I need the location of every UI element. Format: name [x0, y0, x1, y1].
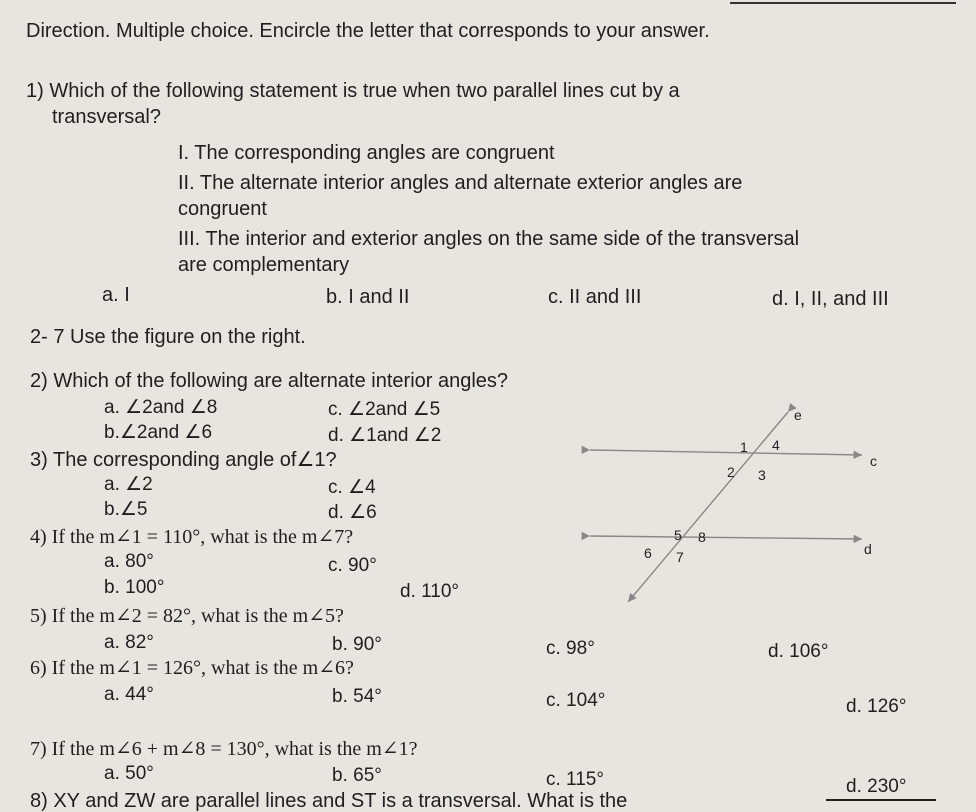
q1-option-b[interactable]: b. I and II [326, 286, 410, 308]
angle-1: 1 [740, 439, 748, 455]
line-d [590, 536, 862, 539]
line-c [590, 450, 862, 455]
q6-option-b[interactable]: b. 54° [332, 686, 382, 707]
transversal-e [628, 412, 788, 602]
q5-option-c[interactable]: c. 98° [546, 638, 595, 659]
q7-option-c[interactable]: c. 115° [546, 769, 604, 790]
q3-option-d[interactable]: d. ∠6 [328, 502, 377, 523]
angle-3: 3 [758, 467, 766, 483]
angle-7: 7 [676, 549, 684, 565]
q4-stem: 4) If the m∠1 = 110°, what is the m∠7? [30, 526, 354, 548]
q1-statement-3b: are complementary [178, 254, 350, 276]
q4-option-b[interactable]: b. 100° [104, 577, 165, 598]
q7-option-a[interactable]: a. 50° [104, 763, 154, 784]
q4-option-a[interactable]: a. 80° [104, 551, 154, 572]
q3-stem: 3) The corresponding angle of∠1? [30, 449, 337, 471]
q7-option-d[interactable]: d. 230° [846, 776, 907, 797]
q5-option-b[interactable]: b. 90° [332, 634, 382, 655]
q1-statement-1: I. The corresponding angles are congruent [178, 142, 555, 164]
q4-option-c[interactable]: c. 90° [328, 555, 377, 576]
q6-stem: 6) If the m∠1 = 126°, what is the m∠6? [30, 657, 354, 679]
q1-option-c[interactable]: c. II and III [548, 286, 642, 308]
q3-option-a[interactable]: a. ∠2 [104, 474, 153, 495]
figure-instruction: 2- 7 Use the figure on the right. [30, 326, 306, 348]
angle-2: 2 [727, 464, 735, 480]
q6-option-a[interactable]: a. 44° [104, 684, 154, 705]
q7-stem: 7) If the m∠6 + m∠8 = 130°, what is the m∠1? [30, 738, 418, 760]
q6-option-d[interactable]: d. 126° [846, 696, 907, 717]
q1-option-a[interactable]: a. I [102, 284, 130, 306]
q3-option-c[interactable]: c. ∠4 [328, 477, 376, 498]
angle-4: 4 [772, 437, 780, 453]
label-d: d [864, 541, 872, 557]
label-c: c [870, 453, 877, 469]
q1-option-d[interactable]: d. I, II, and III [772, 288, 889, 310]
q2-option-d[interactable]: d. ∠1and ∠2 [328, 425, 442, 446]
label-e: e [794, 407, 802, 423]
angle-5: 5 [674, 527, 682, 543]
angle-6: 6 [644, 545, 652, 561]
q1-stem-line1: 1) Which of the following statement is true when two parallel lines cut by a [26, 80, 680, 102]
q2-option-c[interactable]: c. ∠2and ∠5 [328, 399, 441, 420]
q7-option-b[interactable]: b. 65° [332, 765, 382, 786]
q5-stem: 5) If the m∠2 = 82°, what is the m∠5? [30, 605, 344, 627]
answer-blank-line [826, 799, 936, 801]
q1-statement-3a: III. The interior and exterior angles on the same side of the transversal [178, 228, 800, 250]
q5-option-d[interactable]: d. 106° [768, 641, 829, 662]
q5-option-a[interactable]: a. 82° [104, 632, 154, 653]
q3-option-b[interactable]: b.∠5 [104, 499, 148, 520]
q2-option-b[interactable]: b.∠2and ∠6 [104, 422, 213, 443]
q2-option-a[interactable]: a. ∠2and ∠8 [104, 397, 218, 418]
q1-stem-line2: transversal? [52, 106, 161, 128]
parallel-lines-figure [580, 400, 880, 615]
direction-text: Direction. Multiple choice. Encircle the letter that corresponds to your answer. [26, 20, 710, 42]
q6-option-c[interactable]: c. 104° [546, 690, 606, 711]
angle-8: 8 [698, 529, 706, 545]
q8-stem: 8) XY and ZW are parallel lines and ST is a transversal. What is the [30, 790, 628, 812]
q4-option-d[interactable]: d. 110° [400, 581, 460, 602]
q1-statement-2a: II. The alternate interior angles and alternate exterior angles are [178, 172, 743, 194]
q1-statement-2b: congruent [178, 198, 267, 220]
top-rule [730, 2, 956, 4]
q2-stem: 2) Which of the following are alternate interior angles? [30, 370, 509, 392]
